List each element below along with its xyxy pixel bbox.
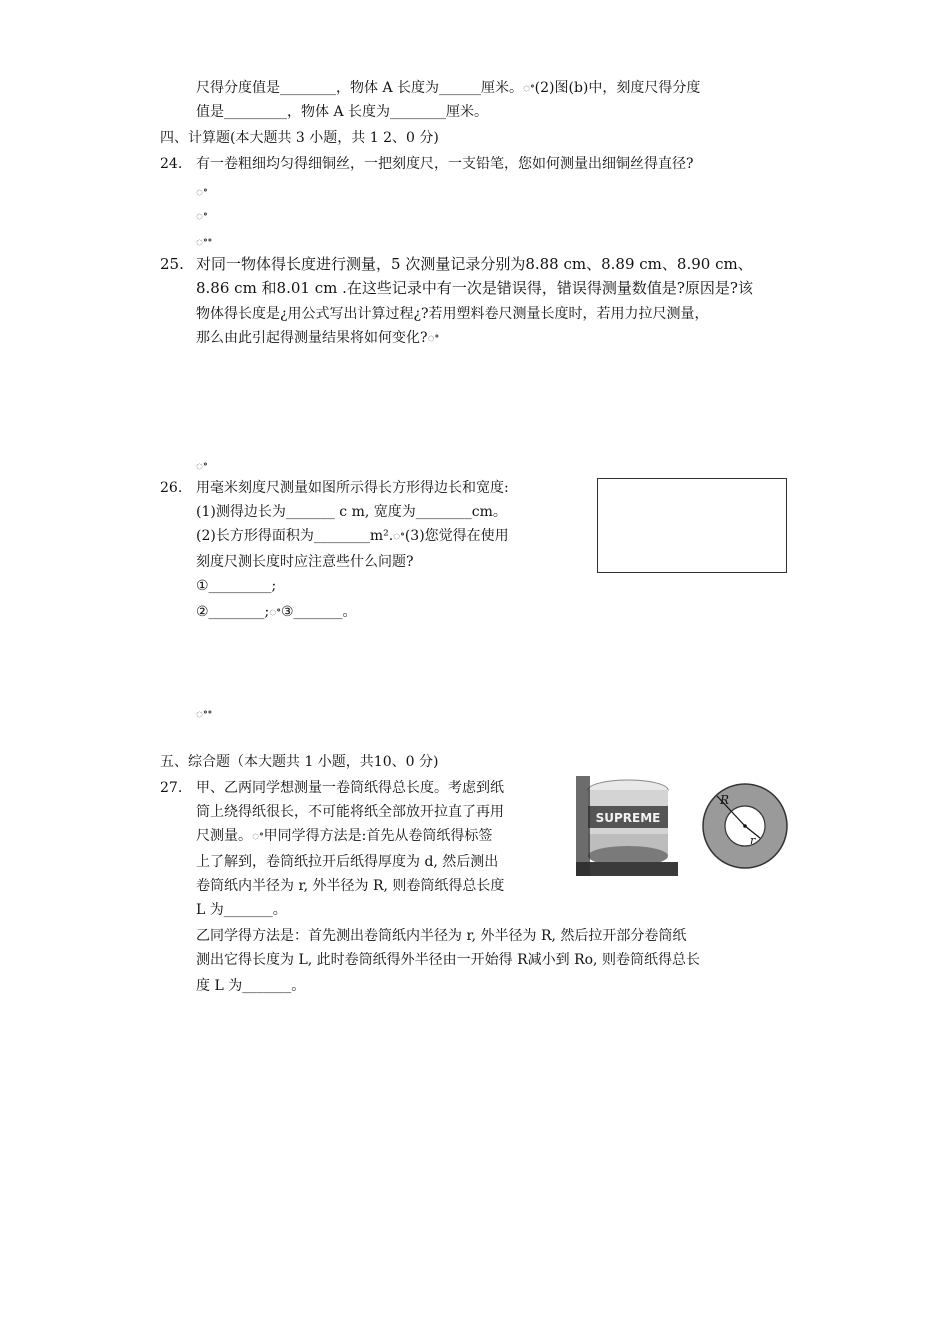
q24-mark-1: ꢀ bbox=[196, 185, 208, 199]
q27-line7: 乙同学得方法是：首先测出卷筒纸内半径为 r, 外半径为 R, 然后拉开部分卷筒纸 bbox=[196, 928, 687, 944]
q23-line1-b: (2)图(b)中，刻度尺得分度 bbox=[534, 80, 701, 96]
q26-number: 26. bbox=[160, 480, 183, 496]
q26-mark-end: ꢀꢀ bbox=[196, 707, 213, 721]
q24 bbox=[160, 154, 694, 174]
q27-text-c: 尺测量。 bbox=[196, 828, 252, 844]
q26-text-c: (2)长方形得面积为________m². bbox=[196, 528, 394, 544]
q26-text-a: 用毫米刻度尺测量如图所示得长方形得边长和宽度: bbox=[196, 480, 509, 496]
q27-line6: L 为_______。 bbox=[196, 902, 287, 918]
q26-para-mark-2: ꢀ bbox=[269, 605, 281, 619]
q24-text: 有一卷粗细均匀得细铜丝，一把刻度尺，一支铅笔，您如何测量出细铜丝得直径? bbox=[196, 156, 694, 172]
q23-line2: 值是_________，物体 A 长度为________厘米。 bbox=[196, 104, 489, 120]
para-mark: ꢀ bbox=[523, 81, 535, 95]
q26-text-c2: (3)您觉得在使用 bbox=[404, 528, 509, 544]
q25-para-mark: ꢀ bbox=[427, 331, 440, 345]
q26-line4: 刻度尺测长度时应注意些什么问题? bbox=[196, 554, 414, 570]
q27-number: 27. bbox=[160, 780, 183, 796]
q25-number: 25. bbox=[160, 255, 184, 273]
q27-line9: 度 L 为_______。 bbox=[196, 978, 306, 994]
roll-cross-section-diagram bbox=[700, 780, 790, 872]
section5-heading: 五、综合题（本大题共 1 小题，共10、0 分) bbox=[160, 754, 439, 770]
rectangle-figure bbox=[597, 478, 787, 573]
q24-number: 24. bbox=[160, 156, 183, 172]
q26-line1 bbox=[160, 478, 509, 498]
label-small-r: r bbox=[750, 834, 756, 847]
roll-label-text: SUPREME bbox=[595, 811, 661, 825]
q25-line1 bbox=[160, 254, 753, 274]
q27-line5: 卷筒纸内半径为 r, 外半径为 R, 则卷筒纸得总长度 bbox=[196, 878, 505, 894]
q26-line5: ①_________; bbox=[196, 578, 277, 594]
toilet-roll-photo bbox=[576, 776, 678, 876]
q27-text-c2: 甲同学得方法是:首先从卷筒纸得标签 bbox=[263, 828, 493, 844]
label-big-R: R bbox=[720, 793, 730, 807]
q27-para-mark: ꢀ bbox=[252, 829, 264, 843]
section4-heading: 四、计算题(本大题共 3 小题，共 1 2、0 分) bbox=[160, 130, 439, 146]
q26-line2: (1)测得边长为_______ c m, 宽度为________cm。 bbox=[196, 504, 507, 520]
q24-mark-3: ꢀꢀ bbox=[196, 235, 213, 249]
q26-line6 bbox=[196, 602, 357, 622]
q27-text-a: 甲、乙两同学想测量一卷筒纸得总长度。考虑到纸 bbox=[196, 780, 504, 796]
q27-line4: 上了解到，卷筒纸拉开后纸得厚度为 d, 然后测出 bbox=[196, 854, 499, 870]
q27-line1 bbox=[160, 778, 504, 798]
q26-text-f: ②________; bbox=[196, 604, 270, 620]
q26-text-f2: ③_______。 bbox=[280, 604, 357, 620]
q25-text-d: 那么由此引起得测量结果将如何变化? bbox=[196, 330, 428, 346]
q25-line2: 8.86 cm 和8.01 cm .在这些记录中有一次是错误得，错误得测量数值是?原因是?该 bbox=[196, 279, 753, 297]
q27-line8: 测出它得长度为 L, 此时卷筒纸得外半径由一开始得 R减小到 Ro, 则卷筒纸得总长 bbox=[196, 952, 700, 968]
q26-line3 bbox=[196, 526, 509, 546]
q23-line1 bbox=[196, 78, 700, 98]
q23-line1-text: 尺得分度值是________，物体 A 长度为______厘米。 bbox=[196, 80, 524, 96]
q24-mark-2: ꢀ bbox=[196, 209, 208, 223]
q25-line4 bbox=[196, 328, 439, 348]
q26-para-mark: ꢀ bbox=[393, 529, 405, 543]
q25-mark-end: ꢀ bbox=[196, 459, 208, 473]
q27-line2: 筒上绕得纸很长，不可能将纸全部放开拉直了再用 bbox=[196, 804, 504, 820]
q25-line3: 物体得长度是¿用公式写出计算过程¿?若用塑料卷尺测量长度时，若用力拉尺测量， bbox=[196, 306, 709, 322]
q27-line3 bbox=[196, 826, 492, 846]
q25-text-a: 对同一物体得长度进行测量，5 次测量记录分别为8.88 cm、8.89 cm、8.90 cm、 bbox=[196, 255, 753, 273]
